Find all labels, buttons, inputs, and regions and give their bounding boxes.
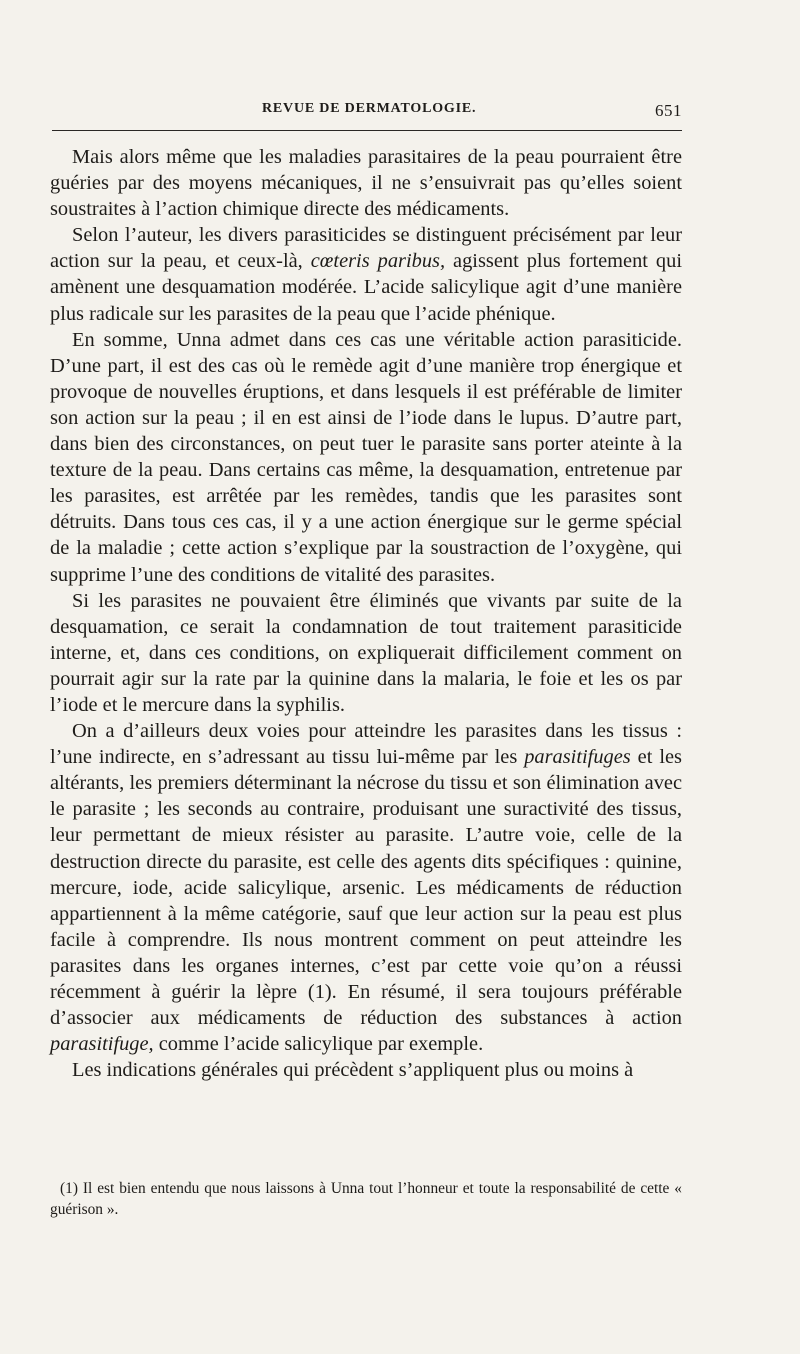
paragraph-2 xyxy=(50,222,682,326)
paragraph-1-text: Mais alors même que les maladies parasitaires de la peau pourraient être guéries par des moyens mécaniques, il ne s’ensuivrait pas qu’elles soient soustraites à l’action chimique directe des médicaments. xyxy=(50,146,682,221)
paragraph-2-italic: cœteris paribus, xyxy=(310,250,446,273)
page-header xyxy=(52,101,682,123)
paragraph-5 xyxy=(50,718,682,1057)
paragraph-6 xyxy=(50,1057,682,1083)
paragraph-3 xyxy=(50,327,682,588)
paragraph-5-italic-2: parasitifuge, xyxy=(50,1033,154,1056)
header-rule xyxy=(52,130,682,131)
page-number: 651 xyxy=(655,101,682,120)
body-text xyxy=(50,144,682,1083)
paragraph-3-text: En somme, Unna admet dans ces cas une véritable action parasiticide. D’une part, il est des cas où le remède agit d’une manière trop énergique et provoque de nouvelles éruptions, et dans lesquels il est préférable de limiter son action sur la peau ; il en est ainsi de l’iode dans le lupus. D’autre part, dans bien des circonstances, on peut tuer le parasite sans porter ateinte à la texture de la peau. Dans certains cas même, la desquamation, entretenue par les parasites, est arrêtée par les remèdes, tandis que les parasites sont détruits. Dans tous ces cas, il y a une action énergique sur le germe spécial de la maladie ; cette action s’explique par la soustraction de l’oxygène, qui supprime l’une des conditions de vitalité des parasites. xyxy=(50,328,682,586)
paragraph-2-text-b: agissent plus fortement qui amènent une desquamation modérée. L’acide salicylique agit d’une manière plus radicale sur les parasites de la peau que l’acide phénique. xyxy=(50,250,682,325)
paragraph-5-text-b: et les altérants, les premiers déterminant la nécrose du tissu et son élimination avec le parasite ; les seconds au contraire, produisant une suractivité des tissus, leur permettant de mieux résister au parasite. L’autre voie, celle de la destruction directe du parasite, est celle des agents dits spécifiques : quinine, mercure, iode, acide salicylique, arsenic. Les médicaments de réduction appartiennent à la même catégorie, sauf que leur action sur la peau est plus facile à comprendre. Ils nous montrent comment on peut atteindre les parasites dans les organes internes, c’est par cette voie qu’on a réussi récemment à guérir la lèpre (1). En résumé, il sera toujours préférable d’associer aux médicaments de réduction des substances à action xyxy=(50,746,682,1030)
paragraph-6-text: Les indications générales qui précèdent s’appliquent plus ou moins à xyxy=(72,1059,634,1082)
running-title: REVUE DE DERMATOLOGIE. xyxy=(262,101,477,116)
paragraph-1 xyxy=(50,144,682,222)
footnote xyxy=(50,1179,682,1220)
paragraph-5-italic: parasitifuges xyxy=(524,746,631,769)
paragraph-5-text-a: On a d’ailleurs deux voies pour atteindre les parasites dans les tissus : l’une indirecte, en s’adressant au tissu lui-même par les xyxy=(50,720,682,769)
paragraph-4-text: Si les parasites ne pouvaient être éliminés que vivants par suite de la desquamation, ce serait la condamnation de tout traitement parasiticide interne, et, dans ces conditions, on expliquerait difficilement comment on pourrait agir sur la rate par la quinine dans la malaria, le foie et les os par l’iode et le mercure dans la syphilis. xyxy=(50,589,682,716)
paragraph-2-text-a: Selon l’auteur, les divers parasiticides se distinguent précisément par leur action sur la peau, et ceux-là, xyxy=(50,224,682,273)
paragraph-4 xyxy=(50,588,682,718)
paragraph-5-text-c: comme l’acide salicylique par exemple. xyxy=(153,1033,484,1056)
footnote-text: (1) Il est bien entendu que nous laissons à Unna tout l’honneur et toute la responsabilité de cette « guérison ». xyxy=(50,1180,682,1218)
